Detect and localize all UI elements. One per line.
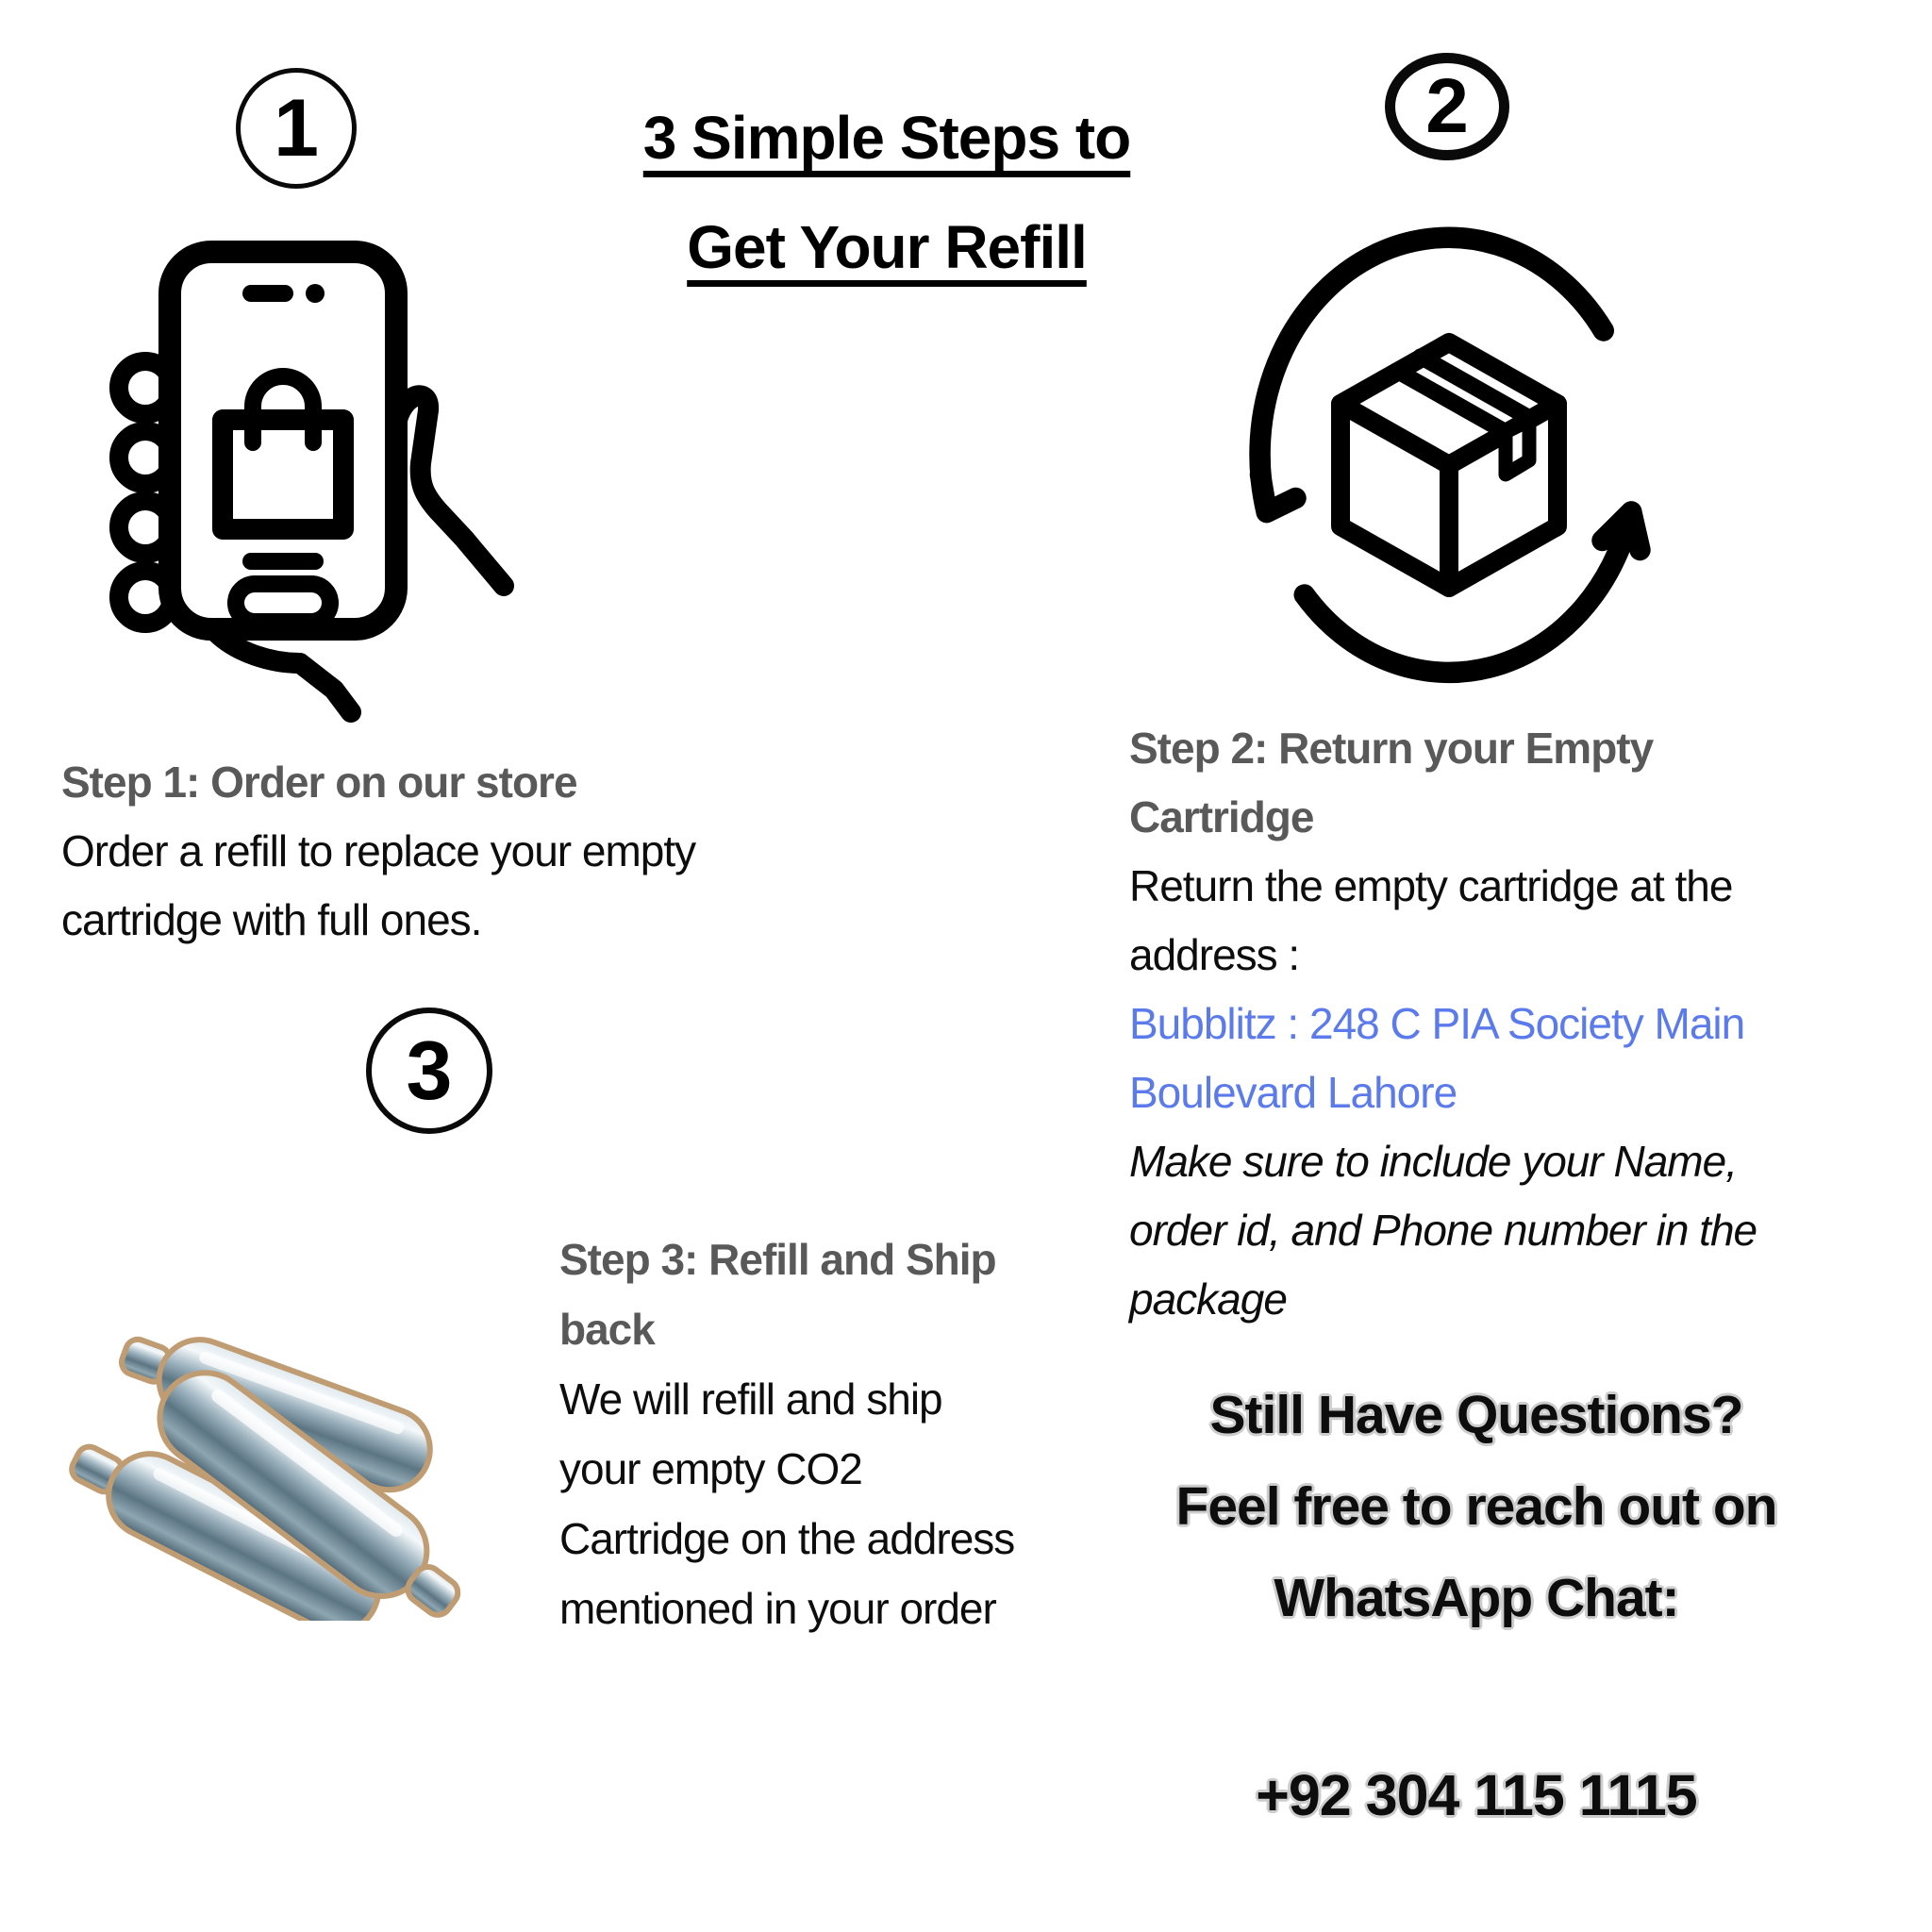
contact-line: WhatsApp Chat: xyxy=(1274,1568,1679,1628)
step-1-heading: Step 1: Order on our store xyxy=(61,758,577,807)
package-return-cycle-icon xyxy=(1241,196,1657,687)
step-3-body-line: We will refill and ship xyxy=(559,1374,942,1424)
co2-cartridges-photo xyxy=(64,1300,517,1621)
step-1-body-line: cartridge with full ones. xyxy=(61,895,482,944)
step-3-body-line: Cartridge on the address xyxy=(559,1514,1015,1563)
step-3-section xyxy=(559,1224,1088,1643)
step-2-body-line: Return the empty cartridge at the xyxy=(1129,861,1733,910)
step-1-body-line: Order a refill to replace your empty xyxy=(61,826,696,875)
step-1-section xyxy=(61,748,910,955)
hand-holding-phone-shopping-icon xyxy=(104,241,613,788)
step-2-note-line: package xyxy=(1129,1274,1287,1324)
contact-line: Feel free to reach out on xyxy=(1175,1476,1777,1537)
step-3-number-badge xyxy=(366,1008,492,1134)
step-3-number: 3 xyxy=(406,1024,453,1117)
return-address-line: Boulevard Lahore xyxy=(1129,1068,1457,1117)
step-2-heading-line: Cartridge xyxy=(1129,792,1314,841)
step-2-body-line: address : xyxy=(1129,930,1300,979)
step-3-heading-line: Step 3: Refill and Ship xyxy=(559,1235,996,1284)
page-title xyxy=(528,83,1245,302)
contact-questions-block xyxy=(1123,1370,1830,1644)
step-2-heading-line: Step 2: Return your Empty xyxy=(1129,724,1654,773)
page-title-line-2: Get Your Refill xyxy=(687,213,1087,281)
phone-number-text: +92 304 115 1115 xyxy=(1256,1763,1697,1827)
step-3-body-line: your empty CO2 xyxy=(559,1444,862,1493)
page-title-line-1: 3 Simple Steps to xyxy=(642,104,1131,172)
contact-line: Still Have Questions? xyxy=(1209,1385,1743,1445)
whatsapp-phone-number xyxy=(1123,1762,1830,1828)
step-2-note-line: Make sure to include your Name, xyxy=(1129,1137,1737,1186)
step-2-number: 2 xyxy=(1425,63,1469,149)
step-2-section xyxy=(1129,714,1884,1334)
step-1-number-badge xyxy=(236,68,357,189)
step-1-number: 1 xyxy=(274,82,319,174)
step-3-body-line: mentioned in your order xyxy=(559,1584,996,1633)
step-2-note-line: order id, and Phone number in the xyxy=(1129,1206,1757,1255)
return-address-line: Bubblitz : 248 C PIA Society Main xyxy=(1129,999,1745,1048)
step-3-heading-line: back xyxy=(559,1305,655,1354)
step-2-number-badge xyxy=(1385,53,1509,160)
